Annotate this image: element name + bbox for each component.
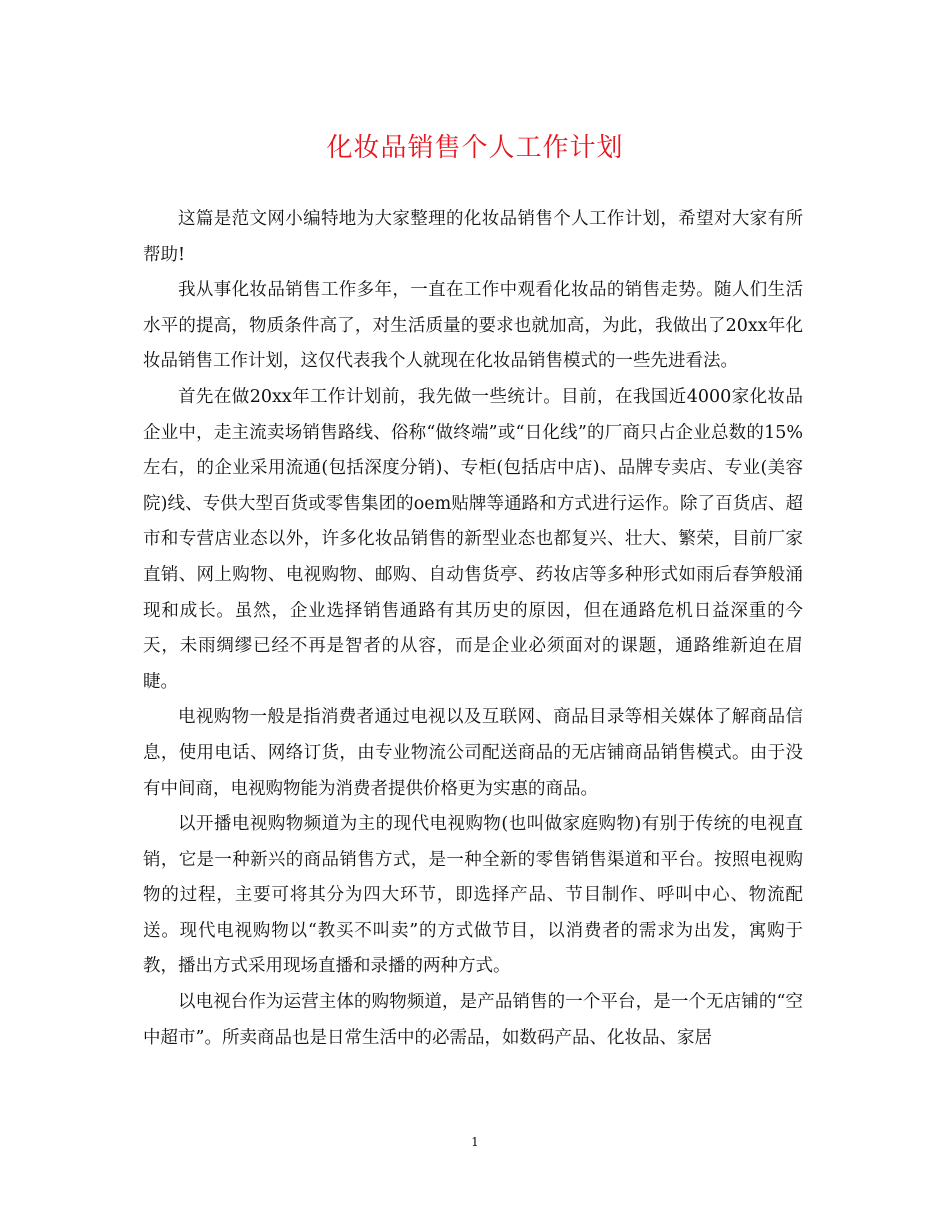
document-body — [143, 202, 803, 1056]
page-number: 1 — [471, 1135, 479, 1149]
paragraph-modern-tv-shopping: 以开播电视购物频道为主的现代电视购物(也叫做家庭购物)有别于传统的电视直销，它是一种新兴的商品销售方式，是一种全新的零售销售渠道和平台。按照电视购物的过程，主要可将其分为四大环节，即选择产品、节目制作、呼叫中心、物流配送。现代电视购物以“教买不叫卖”的方式做节目，以消费者的需求为出发，寓购于教，播出方式采用现场直播和录播的两种方式。 — [143, 814, 803, 977]
document-title: 化妆品销售个人工作计划 — [326, 133, 624, 163]
paragraph-intro: 这篇是范文网小编特地为大家整理的化妆品销售个人工作计划，希望对大家有所帮助! — [143, 209, 803, 265]
paragraph-statistics: 首先在做20xx年工作计划前，我先做一些统计。目前，在我国近4000家化妆品企业中，走主流卖场销售路线、俗称“做终端”或“日化线”的厂商只占企业总数的15%左右，的企业采用流通(包括深度分销)、专柜(包括店中店)、品牌专卖店、专业(美容院)线、专供大型百货或零售集团的oem贴牌等通路和方式进行运作。除了百货店、超市和专营店业态以外，许多化妆品销售的新型业态也都复兴、壮大、繁荣，目前厂家直销、网上购物、电视购物、邮购、自动售货亭、药妆店等多种形式如雨后春笋般涌现和成长。虽然，企业选择销售通路有其历史的原因，但在通路危机日益深重的今天，未雨绸缪已经不再是智者的从容，而是企业必须面对的课题，通路维新迫在眉睫。 — [143, 386, 803, 692]
paragraph-tv-shopping-definition: 电视购物一般是指消费者通过电视以及互联网、商品目录等相关媒体了解商品信息，使用电话、网络订货，由专业物流公司配送商品的无店铺商品销售模式。由于没有中间商，电视购物能为消费者提供价格更为实惠的商品。 — [143, 707, 803, 799]
paragraph-background: 我从事化妆品销售工作多年，一直在工作中观看化妆品的销售走势。随人们生活水平的提高，物质条件高了，对生活质量的要求也就加高，为此，我做出了20xx年化妆品销售工作计划，这仅代表我个人就现在化妆品销售模式的一些先进看法。 — [143, 280, 803, 372]
paragraph-shopping-channel: 以电视台作为运营主体的购物频道，是产品销售的一个平台，是一个无店铺的“空中超市”。所卖商品也是日常生活中的必需品，如数码产品、化妆品、家居 — [143, 992, 803, 1048]
